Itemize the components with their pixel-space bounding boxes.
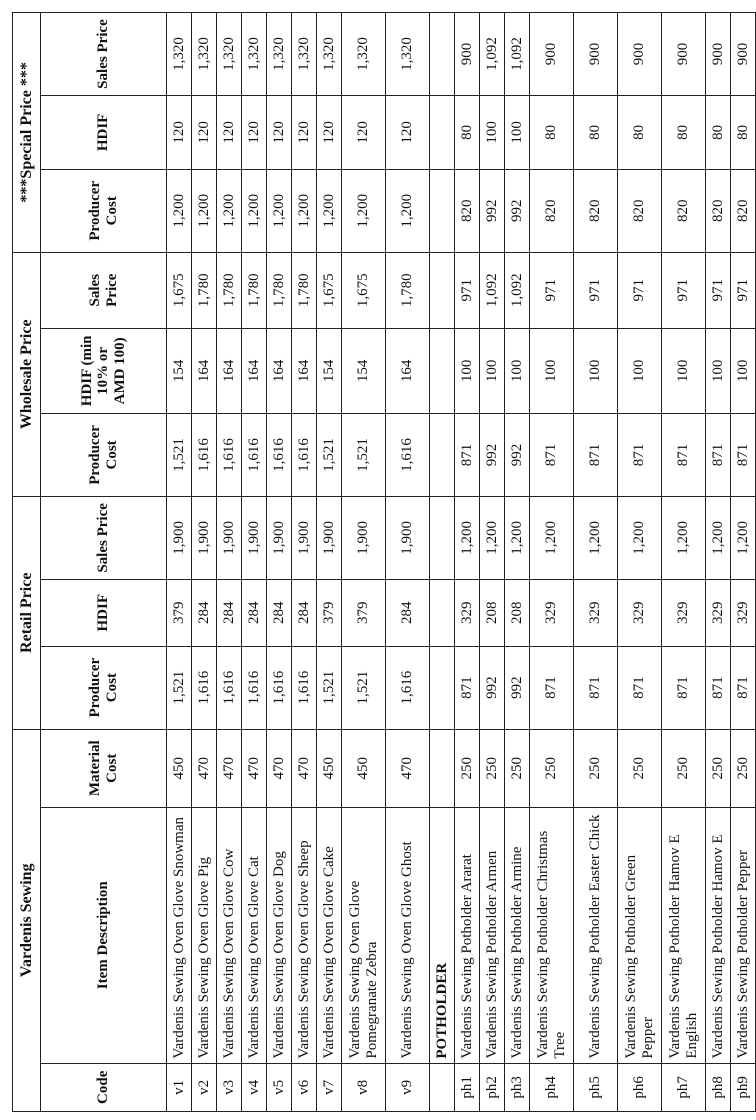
table-row (505, 13, 530, 1112)
row-description: Vardenis Sewing Oven Glove Cake (317, 807, 342, 1063)
row-wholesale-producer-cost: 1,616 (242, 413, 267, 496)
row-wholesale-sales-price: 971 (618, 252, 662, 328)
row-code: v3 (217, 1063, 242, 1111)
row-special-hdif: 80 (618, 96, 662, 170)
table-row (574, 13, 618, 1112)
row-description: Vardenis Sewing Potholder Pepper (731, 807, 756, 1063)
row-special-sales-price: 900 (618, 13, 662, 96)
row-code: v5 (267, 1063, 292, 1111)
row-description: Vardenis Sewing Potholder Hamov E English (662, 807, 706, 1063)
row-special-hdif: 80 (706, 96, 731, 170)
row-retail-sales-price: 1,200 (480, 496, 505, 579)
row-wholesale-sales-price: 971 (574, 252, 618, 328)
row-retail-producer-cost: 992 (480, 646, 505, 729)
row-special-sales-price: 900 (455, 13, 480, 96)
row-wholesale-sales-price: 1,675 (342, 252, 386, 328)
row-wholesale-hdif: 100 (706, 328, 731, 413)
row-retail-sales-price: 1,200 (505, 496, 530, 579)
row-material-cost: 470 (192, 729, 217, 807)
row-special-hdif: 120 (342, 96, 386, 170)
section-empty-cell (430, 496, 455, 579)
row-wholesale-producer-cost: 871 (662, 413, 706, 496)
row-retail-producer-cost: 871 (662, 646, 706, 729)
row-retail-producer-cost: 992 (505, 646, 530, 729)
row-retail-producer-cost: 871 (455, 646, 480, 729)
row-retail-hdif: 329 (574, 579, 618, 646)
row-wholesale-sales-price: 1,675 (317, 252, 342, 328)
row-material-cost: 250 (505, 729, 530, 807)
section-title: POTHOLDER (430, 807, 455, 1063)
row-description: Vardenis Sewing Oven Glove Pig (192, 807, 217, 1063)
price-table (12, 12, 756, 1112)
retail-producer-cost-header: Producer Cost (41, 646, 167, 729)
row-special-sales-price: 1,092 (505, 13, 530, 96)
row-special-hdif: 120 (192, 96, 217, 170)
row-material-cost: 250 (530, 729, 574, 807)
row-wholesale-producer-cost: 992 (505, 413, 530, 496)
row-retail-hdif: 379 (317, 579, 342, 646)
row-code: ph5 (574, 1063, 618, 1111)
row-special-hdif: 120 (167, 96, 192, 170)
row-wholesale-sales-price: 1,780 (217, 252, 242, 328)
row-wholesale-sales-price: 1,780 (386, 252, 430, 328)
row-wholesale-hdif: 154 (167, 328, 192, 413)
row-material-cost: 470 (242, 729, 267, 807)
row-special-producer-cost: 1,200 (167, 169, 192, 252)
section-empty-cell (430, 252, 455, 328)
row-code: ph3 (505, 1063, 530, 1111)
row-wholesale-hdif: 100 (505, 328, 530, 413)
row-wholesale-sales-price: 971 (706, 252, 731, 328)
row-wholesale-sales-price: 1,780 (192, 252, 217, 328)
row-code: ph1 (455, 1063, 480, 1111)
table-row (242, 13, 267, 1112)
table-body (167, 13, 756, 1112)
row-special-producer-cost: 820 (706, 169, 731, 252)
row-description: Vardenis Sewing Oven Glove Pomegranate Zebra (342, 807, 386, 1063)
row-retail-producer-cost: 871 (530, 646, 574, 729)
row-special-sales-price: 1,320 (317, 13, 342, 96)
row-retail-sales-price: 1,200 (618, 496, 662, 579)
row-special-producer-cost: 1,200 (267, 169, 292, 252)
row-wholesale-sales-price: 971 (662, 252, 706, 328)
special-producer-cost-header: Producer Cost (41, 169, 167, 252)
row-material-cost: 470 (217, 729, 242, 807)
section-empty-cell (430, 646, 455, 729)
row-retail-sales-price: 1,200 (455, 496, 480, 579)
row-wholesale-sales-price: 971 (455, 252, 480, 328)
row-wholesale-producer-cost: 1,616 (217, 413, 242, 496)
row-retail-sales-price: 1,900 (192, 496, 217, 579)
row-description: Vardenis Sewing Oven Glove Sheep (292, 807, 317, 1063)
row-special-sales-price: 1,320 (192, 13, 217, 96)
row-wholesale-hdif: 100 (480, 328, 505, 413)
row-special-producer-cost: 1,200 (217, 169, 242, 252)
row-special-sales-price: 1,320 (217, 13, 242, 96)
row-wholesale-producer-cost: 871 (530, 413, 574, 496)
row-description: Vardenis Sewing Oven Glove Ghost (386, 807, 430, 1063)
row-wholesale-hdif: 100 (574, 328, 618, 413)
row-retail-sales-price: 1,900 (386, 496, 430, 579)
code-header: Code (41, 1063, 167, 1111)
row-retail-sales-price: 1,900 (242, 496, 267, 579)
row-special-sales-price: 1,320 (242, 13, 267, 96)
row-retail-hdif: 329 (731, 579, 756, 646)
row-code: v1 (167, 1063, 192, 1111)
wholesale-price-header: Wholesale Price (13, 252, 41, 496)
row-material-cost: 470 (386, 729, 430, 807)
table-row (342, 13, 386, 1112)
row-special-hdif: 120 (317, 96, 342, 170)
row-wholesale-sales-price: 1,780 (292, 252, 317, 328)
row-retail-sales-price: 1,900 (342, 496, 386, 579)
row-retail-hdif: 329 (662, 579, 706, 646)
row-material-cost: 250 (455, 729, 480, 807)
row-code: ph6 (618, 1063, 662, 1111)
row-wholesale-hdif: 154 (317, 328, 342, 413)
row-material-cost: 250 (706, 729, 731, 807)
row-wholesale-producer-cost: 1,616 (386, 413, 430, 496)
row-retail-producer-cost: 871 (574, 646, 618, 729)
row-retail-hdif: 379 (342, 579, 386, 646)
row-special-producer-cost: 1,200 (292, 169, 317, 252)
row-special-sales-price: 900 (731, 13, 756, 96)
row-special-hdif: 80 (662, 96, 706, 170)
row-wholesale-hdif: 164 (192, 328, 217, 413)
special-sales-price-header: Sales Price (41, 13, 167, 96)
row-retail-sales-price: 1,900 (167, 496, 192, 579)
row-retail-hdif: 329 (455, 579, 480, 646)
row-retail-producer-cost: 871 (706, 646, 731, 729)
row-special-sales-price: 1,320 (267, 13, 292, 96)
row-retail-sales-price: 1,900 (317, 496, 342, 579)
row-special-sales-price: 1,320 (292, 13, 317, 96)
row-material-cost: 470 (267, 729, 292, 807)
row-retail-hdif: 284 (217, 579, 242, 646)
table-row (267, 13, 292, 1112)
row-wholesale-hdif: 164 (217, 328, 242, 413)
row-special-hdif: 120 (217, 96, 242, 170)
row-retail-producer-cost: 871 (618, 646, 662, 729)
row-special-sales-price: 900 (574, 13, 618, 96)
row-retail-producer-cost: 1,521 (167, 646, 192, 729)
row-wholesale-hdif: 100 (455, 328, 480, 413)
row-description: Vardenis Sewing Potholder Armine (505, 807, 530, 1063)
row-material-cost: 250 (480, 729, 505, 807)
table-row (731, 13, 756, 1112)
row-wholesale-hdif: 100 (662, 328, 706, 413)
row-retail-producer-cost: 1,616 (217, 646, 242, 729)
row-description: Vardenis Sewing Potholder Hamov E (706, 807, 731, 1063)
row-special-producer-cost: 820 (662, 169, 706, 252)
row-retail-hdif: 329 (618, 579, 662, 646)
row-special-producer-cost: 1,200 (386, 169, 430, 252)
row-retail-sales-price: 1,900 (217, 496, 242, 579)
row-wholesale-hdif: 100 (731, 328, 756, 413)
row-special-producer-cost: 1,200 (192, 169, 217, 252)
table-row (192, 13, 217, 1112)
row-special-sales-price: 1,320 (167, 13, 192, 96)
row-retail-hdif: 329 (530, 579, 574, 646)
section-empty-cell (430, 169, 455, 252)
row-description: Vardenis Sewing Oven Glove Cow (217, 807, 242, 1063)
row-code: ph2 (480, 1063, 505, 1111)
row-wholesale-producer-cost: 1,521 (317, 413, 342, 496)
row-retail-producer-cost: 1,616 (267, 646, 292, 729)
row-special-producer-cost: 992 (480, 169, 505, 252)
row-retail-hdif: 208 (505, 579, 530, 646)
row-wholesale-hdif: 100 (530, 328, 574, 413)
row-retail-sales-price: 1,200 (574, 496, 618, 579)
section-row-potholder (430, 13, 455, 1112)
row-special-hdif: 120 (267, 96, 292, 170)
row-code: ph8 (706, 1063, 731, 1111)
table-row (217, 13, 242, 1112)
row-description: Vardenis Sewing Oven Glove Snowman (167, 807, 192, 1063)
row-special-sales-price: 1,320 (342, 13, 386, 96)
material-cost-header: Material Cost (41, 729, 167, 807)
row-special-producer-cost: 820 (455, 169, 480, 252)
table-row (292, 13, 317, 1112)
row-special-hdif: 80 (731, 96, 756, 170)
row-wholesale-sales-price: 1,675 (167, 252, 192, 328)
row-special-hdif: 80 (574, 96, 618, 170)
row-code: v7 (317, 1063, 342, 1111)
row-description: Vardenis Sewing Potholder Ararat (455, 807, 480, 1063)
row-retail-sales-price: 1,900 (267, 496, 292, 579)
row-wholesale-producer-cost: 871 (731, 413, 756, 496)
row-retail-sales-price: 1,200 (706, 496, 731, 579)
table-row (167, 13, 192, 1112)
wholesale-producer-cost-header: Producer Cost (41, 413, 167, 496)
row-material-cost: 250 (662, 729, 706, 807)
table-row (480, 13, 505, 1112)
vardenis-sewing-header: Vardenis Sewing (13, 729, 41, 1111)
retail-price-header: Retail Price (13, 496, 41, 729)
table-row (662, 13, 706, 1112)
row-retail-producer-cost: 1,521 (317, 646, 342, 729)
row-wholesale-producer-cost: 1,616 (292, 413, 317, 496)
row-retail-producer-cost: 1,521 (342, 646, 386, 729)
row-retail-sales-price: 1,900 (292, 496, 317, 579)
section-code-empty (430, 1063, 455, 1111)
row-special-hdif: 80 (455, 96, 480, 170)
row-wholesale-producer-cost: 871 (618, 413, 662, 496)
row-wholesale-producer-cost: 992 (480, 413, 505, 496)
row-description: Vardenis Sewing Potholder Armen (480, 807, 505, 1063)
wholesale-sales-price-header: Sales Price (41, 252, 167, 328)
row-special-producer-cost: 820 (574, 169, 618, 252)
row-material-cost: 250 (731, 729, 756, 807)
row-wholesale-sales-price: 1,092 (505, 252, 530, 328)
wholesale-hdif-header: HDIF (min 10% or AMD 100) (41, 328, 167, 413)
row-wholesale-hdif: 154 (342, 328, 386, 413)
row-wholesale-sales-price: 1,780 (242, 252, 267, 328)
row-wholesale-producer-cost: 1,616 (192, 413, 217, 496)
row-wholesale-hdif: 100 (618, 328, 662, 413)
table-row (455, 13, 480, 1112)
row-material-cost: 450 (167, 729, 192, 807)
section-empty-cell (430, 579, 455, 646)
row-special-producer-cost: 820 (731, 169, 756, 252)
table-row (317, 13, 342, 1112)
item-description-header: Item Description (41, 807, 167, 1063)
table-row (386, 13, 430, 1112)
row-special-producer-cost: 1,200 (317, 169, 342, 252)
row-material-cost: 470 (292, 729, 317, 807)
row-special-sales-price: 1,320 (386, 13, 430, 96)
row-wholesale-hdif: 164 (267, 328, 292, 413)
row-wholesale-producer-cost: 1,521 (167, 413, 192, 496)
row-special-hdif: 120 (386, 96, 430, 170)
row-special-hdif: 100 (480, 96, 505, 170)
row-code: ph9 (731, 1063, 756, 1111)
row-retail-producer-cost: 1,616 (192, 646, 217, 729)
row-wholesale-producer-cost: 871 (574, 413, 618, 496)
row-wholesale-sales-price: 971 (731, 252, 756, 328)
row-special-producer-cost: 992 (505, 169, 530, 252)
row-retail-hdif: 284 (386, 579, 430, 646)
retail-hdif-header: HDIF (41, 579, 167, 646)
row-wholesale-producer-cost: 871 (706, 413, 731, 496)
row-special-sales-price: 900 (662, 13, 706, 96)
row-special-producer-cost: 1,200 (342, 169, 386, 252)
row-retail-producer-cost: 1,616 (242, 646, 267, 729)
row-code: v8 (342, 1063, 386, 1111)
row-wholesale-producer-cost: 1,521 (342, 413, 386, 496)
row-code: ph7 (662, 1063, 706, 1111)
row-wholesale-producer-cost: 1,616 (267, 413, 292, 496)
special-hdif-header: HDIF (41, 96, 167, 170)
row-material-cost: 250 (574, 729, 618, 807)
row-wholesale-producer-cost: 871 (455, 413, 480, 496)
table-row (618, 13, 662, 1112)
row-material-cost: 450 (342, 729, 386, 807)
row-code: ph4 (530, 1063, 574, 1111)
row-wholesale-sales-price: 1,092 (480, 252, 505, 328)
row-wholesale-hdif: 164 (292, 328, 317, 413)
table-row (530, 13, 574, 1112)
row-code: v2 (192, 1063, 217, 1111)
row-description: Vardenis Sewing Potholder Easter Chick (574, 807, 618, 1063)
section-empty-cell (430, 729, 455, 807)
row-code: v9 (386, 1063, 430, 1111)
row-code: v4 (242, 1063, 267, 1111)
row-retail-sales-price: 1,200 (731, 496, 756, 579)
section-empty-cell (430, 413, 455, 496)
row-retail-sales-price: 1,200 (662, 496, 706, 579)
row-retail-producer-cost: 1,616 (386, 646, 430, 729)
row-description: Vardenis Sewing Oven Glove Cat (242, 807, 267, 1063)
row-special-hdif: 80 (530, 96, 574, 170)
row-special-sales-price: 900 (530, 13, 574, 96)
row-wholesale-sales-price: 971 (530, 252, 574, 328)
row-special-sales-price: 900 (706, 13, 731, 96)
row-code: v6 (292, 1063, 317, 1111)
section-empty-cell (430, 328, 455, 413)
row-retail-hdif: 284 (267, 579, 292, 646)
retail-sales-price-header: Sales Price (41, 496, 167, 579)
row-retail-hdif: 208 (480, 579, 505, 646)
row-wholesale-hdif: 164 (386, 328, 430, 413)
row-wholesale-hdif: 164 (242, 328, 267, 413)
row-retail-producer-cost: 1,616 (292, 646, 317, 729)
row-special-producer-cost: 820 (618, 169, 662, 252)
row-special-hdif: 120 (292, 96, 317, 170)
row-special-producer-cost: 1,200 (242, 169, 267, 252)
special-price-header: ***Special Price *** (13, 13, 41, 253)
row-retail-sales-price: 1,200 (530, 496, 574, 579)
row-retail-producer-cost: 871 (731, 646, 756, 729)
row-special-producer-cost: 820 (530, 169, 574, 252)
row-retail-hdif: 329 (706, 579, 731, 646)
row-description: Vardenis Sewing Potholder Christmas Tree (530, 807, 574, 1063)
row-retail-hdif: 284 (292, 579, 317, 646)
row-retail-hdif: 284 (192, 579, 217, 646)
row-description: Vardenis Sewing Potholder Green Pepper (618, 807, 662, 1063)
row-material-cost: 450 (317, 729, 342, 807)
section-empty-cell (430, 13, 455, 96)
row-material-cost: 250 (618, 729, 662, 807)
row-special-sales-price: 1,092 (480, 13, 505, 96)
row-retail-hdif: 379 (167, 579, 192, 646)
section-empty-cell (430, 96, 455, 170)
row-retail-hdif: 284 (242, 579, 267, 646)
row-special-hdif: 120 (242, 96, 267, 170)
table-row (706, 13, 731, 1112)
row-wholesale-sales-price: 1,780 (267, 252, 292, 328)
row-description: Vardenis Sewing Oven Glove Dog (267, 807, 292, 1063)
row-special-hdif: 100 (505, 96, 530, 170)
